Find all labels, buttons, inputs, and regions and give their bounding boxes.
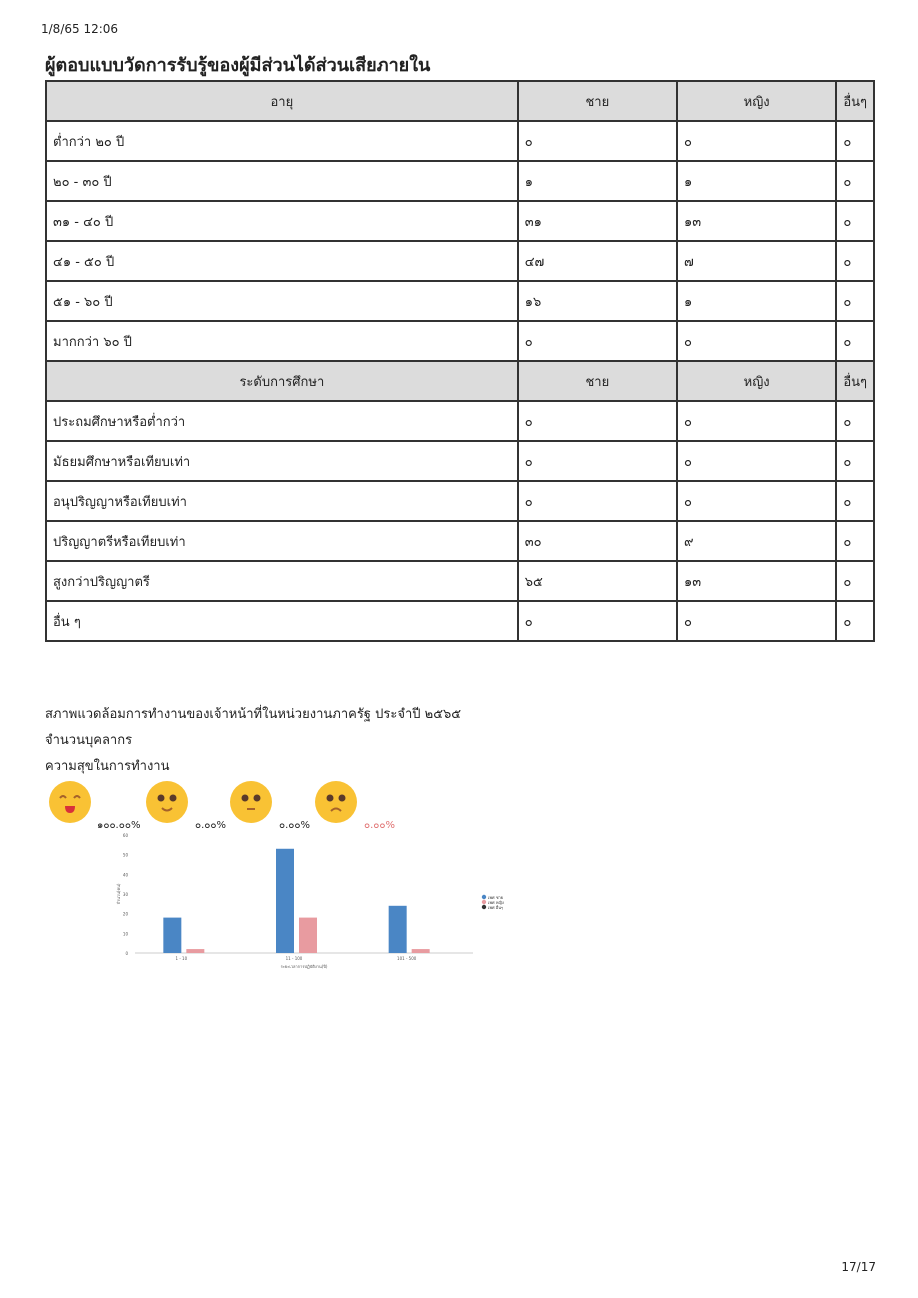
staff-chart — [100, 830, 520, 975]
table-cell: ๒๐ - ๓๐ ปี — [46, 161, 518, 201]
legend-label: เพศ หญิง — [488, 900, 504, 905]
table-row — [46, 161, 874, 201]
table-cell: ๐ — [836, 601, 874, 641]
x-axis-label: ระยะเวลาการปฏิบัติงาน(ปี) — [280, 964, 328, 969]
y-tick-label: 30 — [122, 892, 128, 897]
table-row — [46, 401, 874, 441]
table-cell: ๙ — [677, 521, 836, 561]
table-row — [46, 201, 874, 241]
y-axis-label: จำนวน(คน) — [116, 883, 121, 905]
table-cell: มากกว่า ๖๐ ปี — [46, 321, 518, 361]
table-cell: ๐ — [836, 481, 874, 521]
table-cell: ๐ — [836, 441, 874, 481]
table-cell: ๐ — [677, 481, 836, 521]
very-happy-face-icon — [49, 781, 91, 823]
table-cell: ๐ — [836, 121, 874, 161]
table-row — [46, 281, 874, 321]
table-cell: อนุปริญญาหรือเทียบเท่า — [46, 481, 518, 521]
table-cell: ๐ — [836, 321, 874, 361]
table-cell: ๐ — [518, 321, 677, 361]
column-header: อายุ — [46, 81, 518, 121]
bar — [186, 949, 204, 953]
table-header-row — [46, 81, 874, 121]
table-cell: ๐ — [677, 321, 836, 361]
table-cell: ๓๐ — [518, 521, 677, 561]
table-cell: ๐ — [518, 441, 677, 481]
happiness-percent: ๐.๐๐% — [279, 820, 310, 831]
legend-label: เพศ ชาย — [488, 895, 504, 900]
table-cell: อื่น ๆ — [46, 601, 518, 641]
column-header: ชาย — [518, 81, 677, 121]
table-row — [46, 441, 874, 481]
column-header: ชาย — [518, 361, 677, 401]
table-row — [46, 321, 874, 361]
legend-label: เพศ อื่นๆ — [488, 905, 504, 910]
table-cell: ๔๗ — [518, 241, 677, 281]
smile-face-icon — [146, 781, 188, 823]
table-cell: ๐ — [677, 441, 836, 481]
section-heading: สภาพแวดล้อมการทำงานของเจ้าหน้าที่ในหน่วยงานภาครัฐ ประจำปี ๒๕๖๕ — [45, 707, 462, 722]
table-cell: ต่ำกว่า ๒๐ ปี — [46, 121, 518, 161]
bar — [389, 906, 407, 953]
print-datetime: 1/8/65 12:06 — [41, 22, 119, 36]
column-header: หญิง — [677, 81, 836, 121]
table-header-row — [46, 361, 874, 401]
table-cell: ๐ — [518, 121, 677, 161]
column-header: ระดับการศึกษา — [46, 361, 518, 401]
table-cell: ๑๓ — [677, 201, 836, 241]
y-tick-label: 10 — [122, 931, 128, 937]
table-cell: ปริญญาตรีหรือเทียบเท่า — [46, 521, 518, 561]
x-tick-label: 1 - 10 — [175, 956, 188, 961]
bar — [412, 949, 430, 953]
table-cell: สูงกว่าปริญญาตรี — [46, 561, 518, 601]
x-tick-label: 101 - 500 — [397, 956, 417, 961]
y-tick-label: 0 — [125, 951, 128, 956]
table-cell: ๑ — [677, 161, 836, 201]
table-cell: ๖๕ — [518, 561, 677, 601]
y-tick-label: 20 — [122, 911, 128, 917]
page-title: ผู้ตอบแบบวัดการรับรู้ของผู้มีส่วนได้ส่วนเสียภายใน — [45, 55, 431, 76]
legend-marker — [482, 900, 486, 904]
column-header: หญิง — [677, 361, 836, 401]
table-cell: ๐ — [836, 161, 874, 201]
column-header: อื่นๆ — [836, 361, 874, 401]
table-cell: ๑ — [518, 161, 677, 201]
column-header: อื่นๆ — [836, 81, 874, 121]
page-number: 17/17 — [841, 1260, 876, 1274]
table-cell: ประถมศึกษาหรือต่ำกว่า — [46, 401, 518, 441]
table-row — [46, 121, 874, 161]
sad-face-icon — [315, 781, 357, 823]
table-cell: ๓๑ — [518, 201, 677, 241]
happiness-heading: ความสุขในการทำงาน — [45, 759, 170, 774]
table-cell: ๐ — [518, 401, 677, 441]
legend-marker — [482, 895, 486, 899]
bar — [299, 918, 317, 953]
neutral-face-icon — [230, 781, 272, 823]
table-cell: ๔๑ - ๕๐ ปี — [46, 241, 518, 281]
y-tick-label: 40 — [122, 872, 128, 878]
table-cell: ๕๑ - ๖๐ ปี — [46, 281, 518, 321]
respondents-table — [45, 80, 875, 642]
table-cell: ๐ — [836, 521, 874, 561]
y-tick-label: 50 — [122, 852, 128, 858]
table-cell: ๐ — [836, 241, 874, 281]
legend-marker — [482, 905, 486, 909]
table-cell: ๐ — [518, 481, 677, 521]
table-row — [46, 561, 874, 601]
table-row — [46, 601, 874, 641]
bar — [276, 849, 294, 953]
table-cell: มัธยมศึกษาหรือเทียบเท่า — [46, 441, 518, 481]
table-cell: ๐ — [677, 601, 836, 641]
table-row — [46, 521, 874, 561]
table-cell: ๑ — [677, 281, 836, 321]
table-cell: ๓๑ - ๔๐ ปี — [46, 201, 518, 241]
table-cell: ๐ — [836, 561, 874, 601]
happiness-percent: ๐.๐๐% — [195, 820, 226, 831]
table-cell: ๐ — [677, 401, 836, 441]
y-tick-label: 60 — [122, 833, 128, 838]
table-row — [46, 241, 874, 281]
table-cell: ๐ — [836, 281, 874, 321]
bar — [163, 918, 181, 953]
table-cell: ๐ — [677, 121, 836, 161]
table-cell: ๐ — [518, 601, 677, 641]
table-cell: ๗ — [677, 241, 836, 281]
happiness-percent: ๐.๐๐% — [364, 820, 395, 831]
table-cell: ๐ — [836, 201, 874, 241]
table-cell: ๑๓ — [677, 561, 836, 601]
staff-count-heading: จำนวนบุคลากร — [45, 733, 133, 748]
table-cell: ๑๖ — [518, 281, 677, 321]
x-tick-label: 11 - 100 — [285, 956, 303, 961]
table-row — [46, 481, 874, 521]
happiness-percent: ๑๐๐.๐๐% — [97, 820, 141, 831]
table-cell: ๐ — [836, 401, 874, 441]
